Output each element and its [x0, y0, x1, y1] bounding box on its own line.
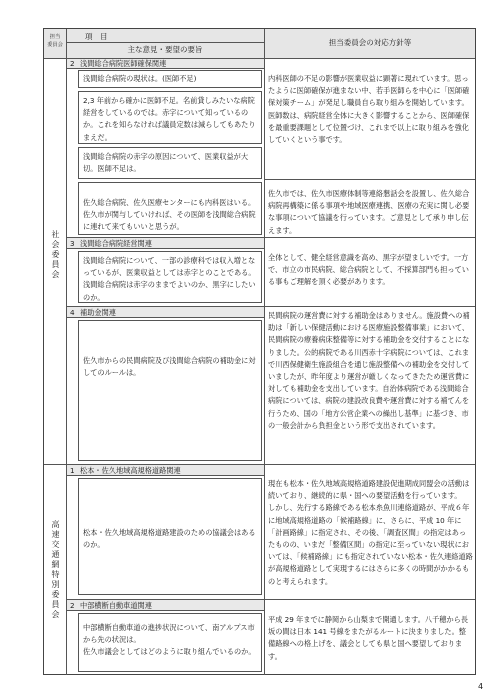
opinion-box: [78, 320, 262, 461]
page-number: 4: [478, 682, 484, 691]
section-title: 補助金関連: [80, 308, 116, 317]
opinion-text: 佐久市からの民間病院及び浅間総合病院の補助金に対してのルールは。: [83, 356, 256, 378]
response-text: 佐久市では、佐久市医療体制等連絡懇話会を設置し、佐久総合病院再構築に係る事項や地域医療連携、医療の充実に関し必要な事項について協議を行っています。ご意見として承り申し伝えます。: [268, 189, 470, 235]
section-number: 2: [70, 601, 75, 610]
opinion-text: 浅間総合病院について、一部の診療科では収入増となっているが、医業収益としては赤字とのことである。浅間総合病院は赤字のままでよいのか、黒字にしたいのか。: [83, 256, 256, 302]
opinion-box: [78, 91, 262, 144]
section-number: 3: [70, 239, 75, 248]
opinion-text: 中部横断自動車道の進捗状況について、南アルプス市から先の状況は。 佐久市議会としてはどのように取り組んでいるのか。: [83, 623, 256, 657]
opinion-text: 松本・佐久地域高規格道路建設のための協議会はあるのか。: [83, 528, 256, 550]
response-text: 全体として、健全経営意識を高め、黒字が望ましいです。一方で、市立の市民病院、総合病院として、不採算部門も担っている事もご理解を頂く必要があります。: [268, 253, 469, 287]
committee-social: 社会委員会: [51, 230, 60, 280]
opinion-box: [78, 251, 262, 303]
response-text: 内科医師の不足の影響が医業収益に顕著に現れています。思ったように医師確保が進まない中、若手医師らを中心に「医師確保対策チーム」が発足し職員自ら取り組みを開始しています。医師数は、病院経営全体に大きく影響することから、医師確保を最重要課題として位置づけ、これまで以上に取り組みを強化していくという事です。: [268, 74, 470, 145]
item-header: 項 目: [85, 32, 108, 41]
section-number: 2: [70, 59, 75, 68]
opinion-box: [78, 613, 262, 672]
response-header: 担当委員会の対応方針等: [328, 38, 412, 47]
opinion-box: [78, 478, 262, 595]
section-number: 1: [70, 466, 75, 475]
opinion-box: [78, 70, 262, 88]
opinion-text: 浅間総合病院の現状は。(医師不足): [83, 74, 197, 83]
section-number: 4: [70, 308, 75, 317]
committee-highspeed-transport: 高速交通網特別委員会: [51, 520, 60, 620]
section-title: 浅間総合病院医師確保関連: [80, 59, 167, 68]
main-opinion-header: 主な意見・要望の要旨: [127, 45, 203, 54]
section-title: 松本・佐久地域高規格道路関連: [80, 466, 181, 475]
opinion-box: [78, 147, 262, 179]
section-title: 中部横断自動車道関連: [80, 601, 152, 610]
committee-col-header: 担当 委員会: [47, 34, 63, 48]
opinion-text: 浅間総合病院の赤字の原因について、医業収益が大切。医師不足は。: [83, 152, 249, 174]
opinion-text: 2,3 年前から確かに医師不足。名前貸しみたいな病院経営をしているのでは。赤字について知っているのか。これを知らなければ議員定数は減らしてもあたりまえだ。: [83, 96, 256, 142]
opinion-box: [78, 182, 262, 235]
response-text: 現在も松本・佐久地域高規格道路建設促進期成同盟会の活動は続いており、継続的に県・国への要望活動を行っています。 しかし、先行する路線である松本糸魚川連絡道路が、平成６年に地域高規格道路の「候補路線」に、さらに、平成 10 年に「計画路線」に指定され、その後、「調査区間」の指定はあったものの、いまだ「整備区間」の指定に至っていない現状においては、「候補路線」にも指定されていない松本・佐久連絡道路が高規格道路として実現するにはさらに多くの時間がかかるものと考えられます。: [268, 479, 473, 586]
response-text: 平成 29 年までに静岡から山梨まで開通します。八千穂から長坂の間は日本 141 号線をまたがるルートに決まりました。整備路線への格上げを、議会としても県と国へ要望しております。: [268, 615, 469, 661]
response-text: 民間病院の運営費に対する補助金はありません。施設費への補助は「新しい保健活動における医療施設整備事業」において、民間病院の療養病床整備等に対する補助金を交付することになりました。公的病院である川西赤十字病院については、これまで川西保健衛生施設組合を通じ施設整備への補助金を交付していましたが、昨年度より運営が厳しくなってきたため運営費に対しても補助金を支出しています。自治体病院である浅間総合病院については、病院の建設改良費や運営費に対する補てんを行うため、国の「地方公営企業への繰出し基準」に基づき、市の一般会計から負担金という形で支出されています。: [268, 311, 470, 430]
opinion-text: 佐久総合病院、佐久医療センターにも内科医はいる。佐久市が関与していければ、その医師を浅間総合病院に連れて来てもいいと思うが。: [83, 198, 256, 232]
section-title: 浅間総合病院経営関連: [80, 239, 152, 248]
